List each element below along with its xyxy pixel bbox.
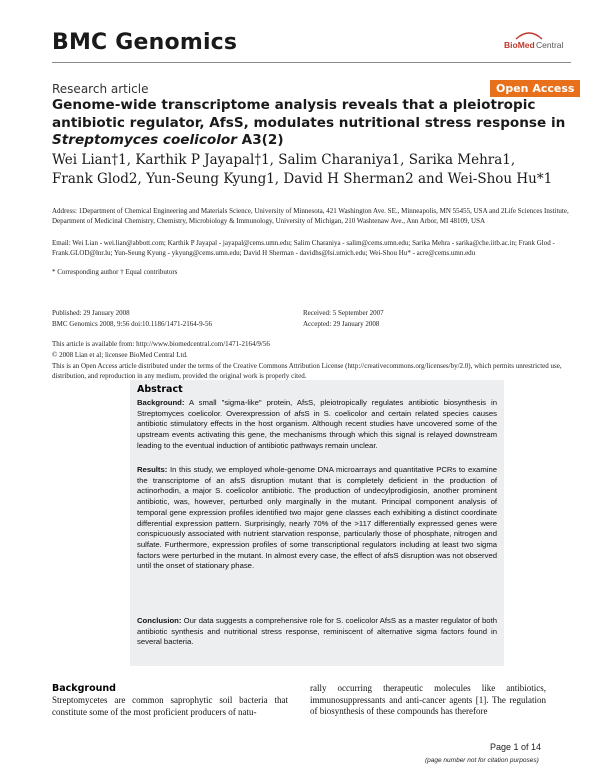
title-part-1: Genome-wide transcriptome analysis reveals that a pleiotropic antibiotic regulator, AfsS, modulates nutritional stress response in — [52, 97, 566, 131]
abstract-background — [137, 398, 497, 452]
background-text: A small "sigma-like" protein, AfsS, pleiotropically regulates antibiotic biosynthesis in Streptomyces coelicolor. Overexpression of afsS in S. coelicolor and certain related species causes antibiotic stimulatory effects in the host organism. Although recent studies have uncovered some of the upstream events activating this gene, the mechanisms through which this signal is relayed downstream leading to the eventual induction of antibiotic pathways remain unclear. — [137, 398, 497, 450]
biomed-central-logo — [500, 36, 570, 56]
open-access-badge: Open Access — [490, 80, 580, 97]
background-heading: Background — [52, 683, 116, 694]
copyright: © 2008 Lian et al; licensee BioMed Central Ltd. — [52, 351, 188, 359]
page-number: Page 1 of 14 — [490, 742, 542, 752]
author-list — [52, 151, 572, 189]
authors-line-1: Wei Lian†1, Karthik P Jayapal†1, Salim Charaniya1, Sarika Mehra1, — [52, 152, 516, 168]
title-species: Streptomyces coelicolor — [52, 132, 237, 148]
abstract-conclusion — [137, 616, 497, 648]
accepted-date: Accepted: 29 January 2008 — [303, 320, 380, 328]
logo-arc-icon — [514, 30, 544, 40]
published-date: Published: 29 January 2008 — [52, 309, 130, 317]
article-type: Research article — [52, 82, 149, 96]
corresponding-note: * Corresponding author † Equal contributors — [52, 268, 178, 276]
article-url[interactable]: This article is available from: http://www.biomedcentral.com/1471-2164/9/56 — [52, 340, 270, 348]
background-label: Background: — [137, 398, 185, 407]
conclusion-label: Conclusion: — [137, 616, 182, 625]
journal-title: BMC Genomics — [52, 30, 238, 55]
abstract-results — [137, 465, 497, 572]
results-label: Results: — [137, 465, 168, 474]
results-text: In this study, we employed whole-genome DNA microarrays and quantitative PCRs to examine the transcriptome of an afsS disruption mutant that is completely deficient in the production of actinorhodin, a major S. coelicolor antibiotic. The production of undecylprodigiosin, another prominent antibiotic, was, however, perturbed only marginally in the mutant. Principal component analysis of temporal gene expression profiles identified two major gene classes each exhibiting a distinct coordinate differential expression pattern. Surprisingly, nearly 70% of the >117 differentially expressed genes were conspicuously associated with nutrient starvation response, particularly those of phosphate, nitrogen and sulfate. Furthermore, expression profiles of some transcriptional regulators including at least two sigma factors were perturbed in the mutant. In almost every case, the effect of afsS disruption was not observed until the onset of stationary phase. — [137, 465, 497, 571]
license-text: This is an Open Access article distributed under the terms of the Creative Commons Attribution License (http://creativecommons.org/licenses/by/2.0), which permits unrestricted use, distribution, and reproduction in any medium, provided the original work is properly cited. — [52, 362, 562, 380]
logo-central-text: Central — [536, 40, 564, 50]
header-rule — [52, 62, 571, 63]
publication-info — [52, 309, 302, 331]
paper-title — [52, 97, 572, 150]
body-column-2: rally occurring therapeutic molecules like antibiotics, immunosuppressants and anti-cancer agents [1]. The regulation of biosynthesis of these compounds has therefore — [310, 683, 546, 717]
submission-dates — [303, 309, 553, 331]
author-emails: Email: Wei Lian - wei.lian@abbott.com; Karthik P Jayapal - jayapal@cems.umn.edu; Salim Charaniya - salim@cems.umn.edu; Sarika Mehra - sarika@che.iitb.ac.in; Frank Glod - Frank.GLOD@lnr.lu; Yun-Seung Kyung - ykyung@cems.umn.edu; David H Sherman - davidhs@lsi.umich.edu; Wei-Shou Hu* - acre@cems.umn.edu — [52, 239, 555, 257]
received-date: Received: 5 September 2007 — [303, 309, 384, 317]
title-part-2: A3(2) — [236, 132, 284, 148]
authors-line-2: Frank Glod2, Yun-Seung Kyung1, David H Sherman2 and Wei-Shou Hu*1 — [52, 171, 553, 187]
page-note: (page number not for citation purposes) — [425, 757, 539, 764]
citation: BMC Genomics 2008, 9:56 doi:10.1186/1471-2164-9-56 — [52, 320, 212, 328]
logo-bio-text: BioMed — [504, 40, 535, 50]
conclusion-text: Our data suggests a comprehensive role for S. coelicolor AfsS as a master regulator of both antibiotic synthesis and nutritional stress response, reminiscent of alternative sigma factors found in several bacteria. — [137, 616, 497, 647]
author-address: Address: 1Department of Chemical Engineering and Materials Science, University of Minnesota, 421 Washington Ave. SE., Minneapolis, MN 55455, USA and 2Life Sciences Institute, Department of Medicinal Chemistry, Chemistry, Microbiology & Immunology, University of Michigan, 210 Washtenaw Ave., Ann Arbor, MI 48109, USA — [52, 207, 569, 225]
body-column-1: Streptomycetes are common saprophytic soil bacteria that constitute some of the most proficient producers of natu- — [52, 695, 288, 717]
abstract-heading: Abstract — [137, 384, 183, 395]
